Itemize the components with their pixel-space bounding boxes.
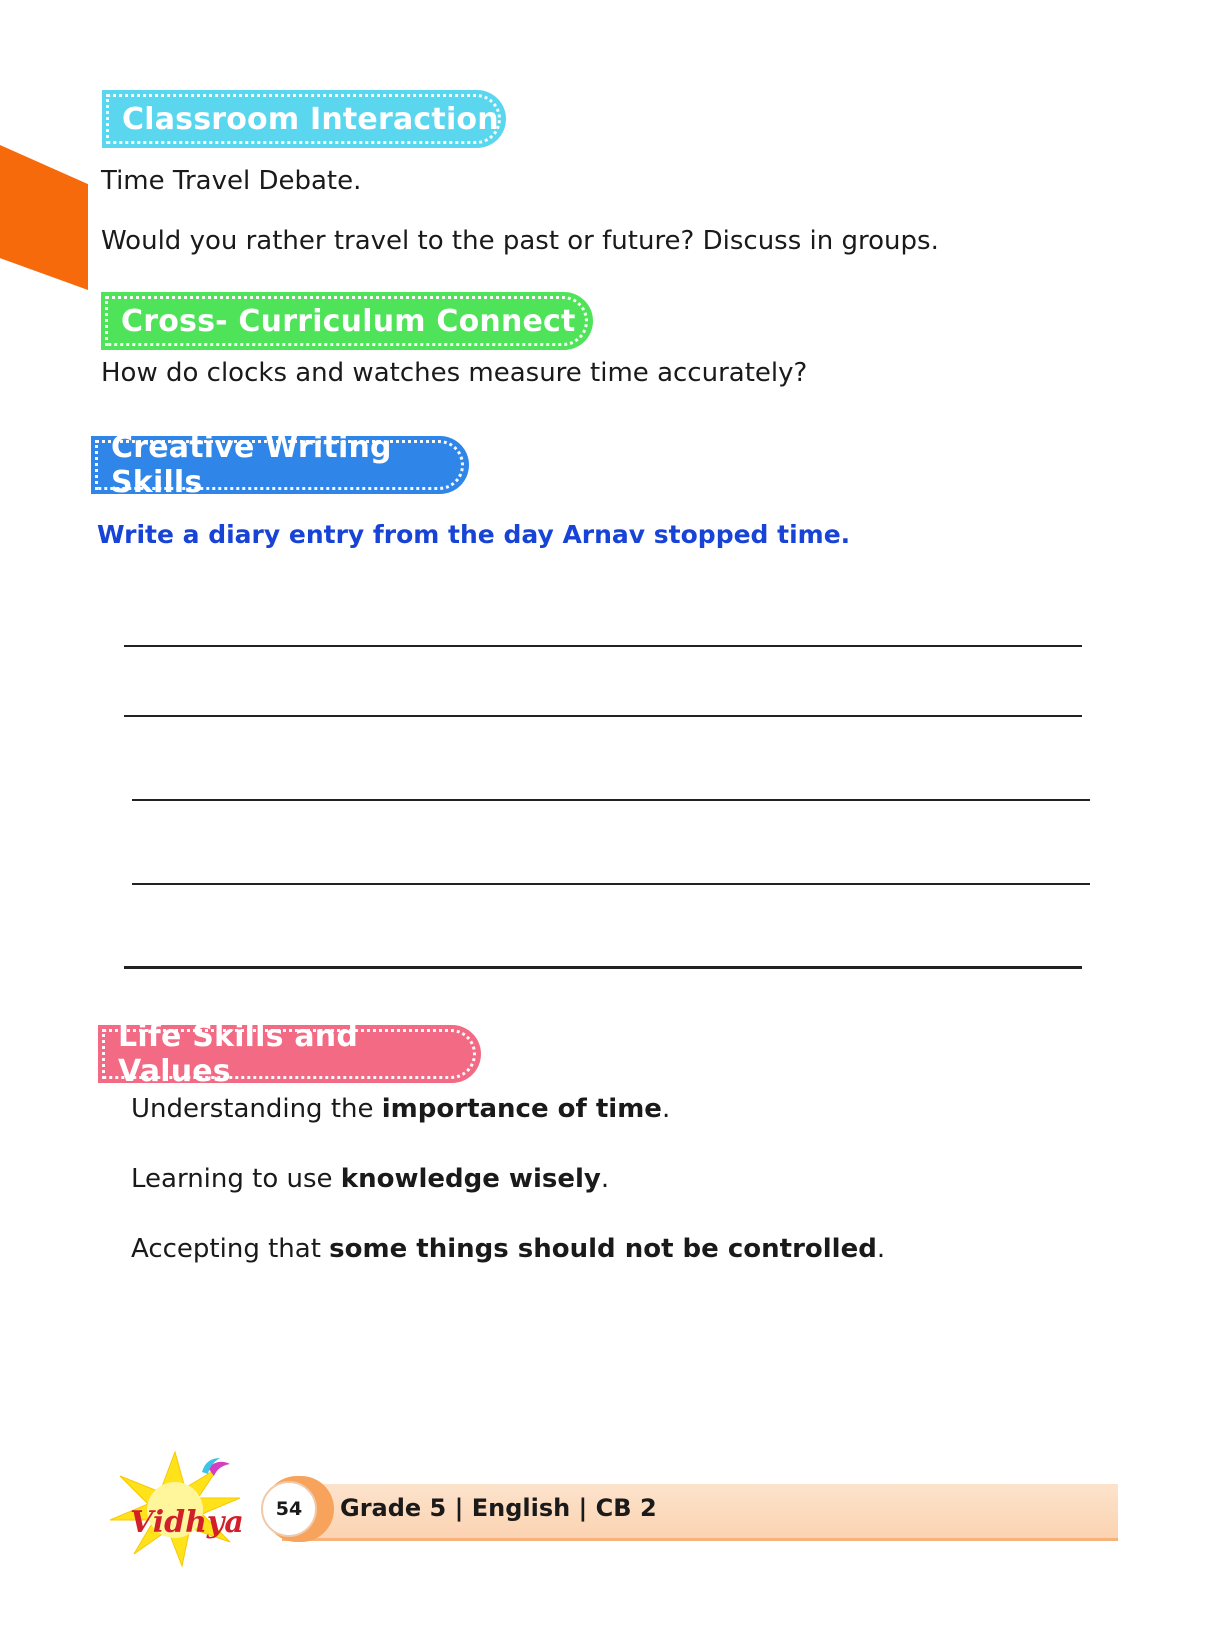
life-skill-text: Understanding the	[131, 1094, 382, 1124]
life-skill-text: Accepting that	[131, 1234, 330, 1264]
life-skill-end: .	[661, 1094, 671, 1124]
footer-label: Grade 5 | English | CB 2	[340, 1494, 657, 1522]
vidhya-logo-icon	[90, 1450, 260, 1570]
cross-curriculum-heading	[101, 292, 593, 350]
life-skill-item	[131, 1234, 885, 1264]
classroom-interaction-heading	[102, 90, 506, 148]
life-skill-text: Learning to use	[131, 1164, 341, 1194]
life-skill-item	[131, 1164, 609, 1194]
writing-line-4	[132, 883, 1090, 885]
page-number	[261, 1481, 317, 1537]
corner-decoration	[0, 145, 88, 290]
cross-curriculum-question: How do clocks and watches measure time accurately?	[101, 358, 808, 388]
classroom-line-1: Time Travel Debate.	[101, 166, 362, 196]
classroom-line-2: Would you rather travel to the past or future? Discuss in groups.	[101, 226, 939, 256]
life-skill-emphasis: importance of time	[381, 1094, 662, 1124]
life-skill-emphasis: some things should not be controlled	[329, 1234, 877, 1264]
creative-writing-heading	[91, 430, 469, 500]
life-skills-heading	[98, 1019, 481, 1089]
writing-line-2	[124, 715, 1082, 717]
classroom-interaction-title: Classroom Interaction	[122, 101, 499, 137]
logo-wordmark: Vidhya	[130, 1505, 244, 1540]
life-skills-title: Life Skills and Values	[118, 1019, 359, 1089]
life-skill-item	[131, 1094, 670, 1124]
creative-writing-prompt: Write a diary entry from the day Arnav stopped time.	[97, 520, 851, 549]
life-skill-emphasis: knowledge wisely	[340, 1164, 601, 1194]
writing-line-3	[132, 799, 1090, 801]
writing-line-1	[124, 645, 1082, 647]
life-skill-end: .	[876, 1234, 886, 1264]
writing-line-5	[124, 966, 1082, 969]
page-number-text: 54	[275, 1498, 303, 1520]
creative-writing-title: Creative Writing Skills	[111, 430, 392, 500]
life-skill-end: .	[600, 1164, 610, 1194]
cross-curriculum-title: Cross- Curriculum Connect	[121, 303, 576, 339]
